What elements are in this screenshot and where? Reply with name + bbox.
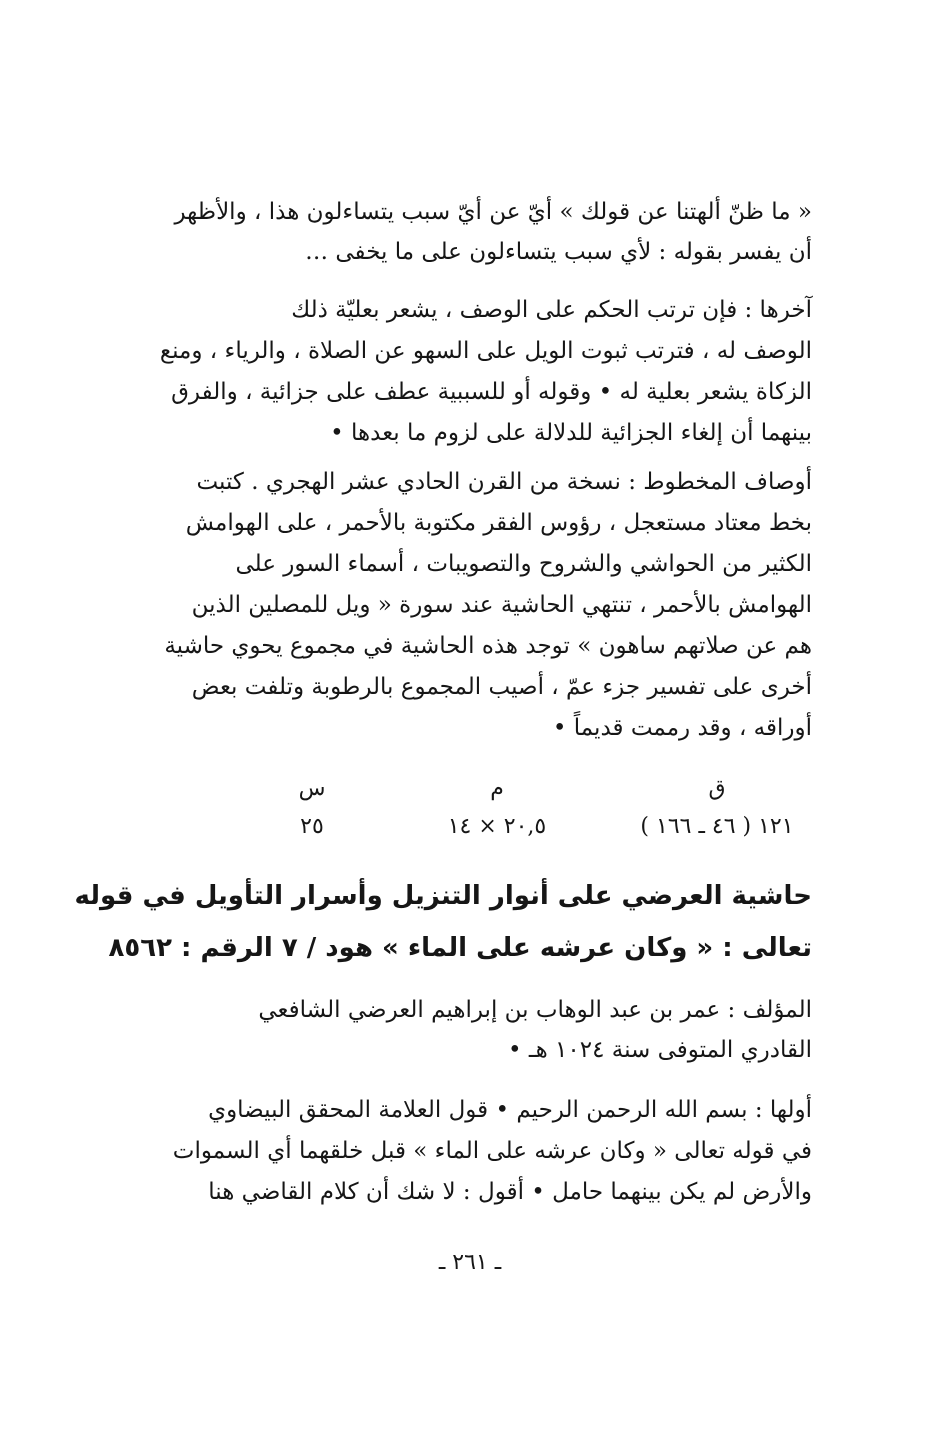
text-line: أوصاف المخطوط : نسخة من القرن الحادي عشر الهجري . كتبت [196, 469, 812, 495]
spec-dimensions [412, 770, 582, 846]
paragraph-verse-commentary [174, 192, 812, 272]
spec-label: س [298, 776, 326, 801]
text-line: بينهما أن إلغاء الجزائية للدلالة على لزوم ما بعدها • [330, 420, 812, 446]
text-line: أن يفسر بقوله : لأي سبب يتساءلون على ما يخفى … [305, 239, 812, 265]
text-line: المؤلف : عمر بن عبد الوهاب بن إبراهيم العرضي الشافعي [258, 997, 812, 1023]
spec-value: ٢٠,٥ × ١٤ [447, 814, 547, 839]
text-line: في قوله تعالى « وكان عرشه على الماء » قبل خلقهما أي السموات [172, 1138, 812, 1164]
heading-line: حاشية العرضي على أنوار التنزيل وأسرار التأويل في قوله [74, 881, 812, 911]
text-line: الوصف له ، فترتب ثبوت الويل على السهو عن الصلاة ، والرياء ، ومنع [159, 338, 812, 364]
text-line: بخط معتاد مستعجل ، رؤوس الفقر مكتوبة بالأحمر ، على الهوامش [185, 510, 812, 536]
spec-label: م [490, 776, 504, 801]
text-line: آخرها : فإن ترتب الحكم على الوصف ، يشعر بعليّة ذلك [291, 297, 812, 323]
text-line: الزكاة يشعر بعلية له • وقوله أو للسببية عطف على جزائية ، والفرق [171, 379, 812, 405]
paragraph-ending [159, 290, 812, 454]
text-line: أوراقه ، وقد رممت قديماً • [552, 715, 812, 741]
heading-line: تعالى : « وكان عرشه على الماء » هود / ٧ الرقم : ٨٥٦٢ [108, 933, 812, 963]
spec-value: ٢٥ [300, 814, 324, 839]
text-line: الهوامش بالأحمر ، تنتهي الحاشية عند سورة « ويل للمصلين الذين [191, 592, 812, 618]
spec-label: ق [708, 776, 726, 801]
spec-lines [257, 770, 367, 846]
manuscript-specs [182, 770, 812, 850]
spec-folios [622, 770, 812, 846]
text-line: القادري المتوفى سنة ١٠٢٤ هـ • [507, 1037, 812, 1063]
text-line: « ما ظنّ ألهتنا عن قولك » أيّ عن أيّ سبب يتساءلون هذا ، والأظهر [174, 199, 812, 225]
paragraph-author [182, 990, 812, 1070]
paragraph-beginning [172, 1090, 812, 1213]
spec-value: ١٢١ ( ٤٦ ـ ١٦٦ ) [640, 814, 794, 839]
section-heading [74, 870, 812, 974]
page-number: ـ ٢٦١ ـ [438, 1250, 502, 1275]
text-line: والأرض لم يكن بينهما حامل • أقول : لا شك أن كلام القاضي هنا [208, 1179, 812, 1205]
text-line: أخرى على تفسير جزء عمّ ، أصيب المجموع بالرطوبة وتلفت بعض [191, 674, 812, 700]
paragraph-manuscript-description [164, 462, 812, 749]
text-line: أولها : بسم الله الرحمن الرحيم • قول العلامة المحقق البيضاوي [208, 1097, 812, 1123]
text-line: الكثير من الحواشي والشروح والتصويبات ، أسماء السور على [235, 551, 812, 577]
text-line: هم عن صلاتهم ساهون » توجد هذه الحاشية في مجموع يحوي حاشية [164, 633, 812, 659]
